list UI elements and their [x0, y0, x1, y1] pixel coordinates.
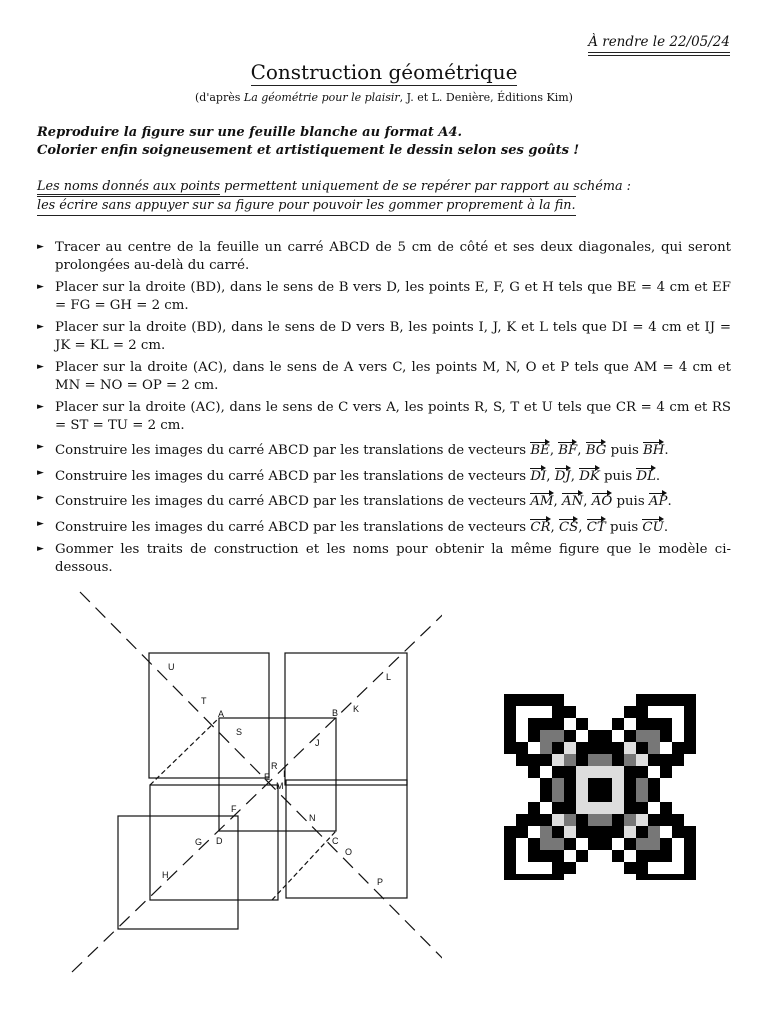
- pattern-cell: [624, 730, 636, 742]
- pattern-cell: [612, 742, 624, 754]
- pattern-cell: [552, 730, 564, 742]
- construction-line: [150, 718, 219, 785]
- pattern-cell: [624, 814, 636, 826]
- pattern-cell: [588, 766, 600, 778]
- point-label: G: [195, 837, 203, 847]
- pattern-cell: [636, 814, 648, 826]
- point-label: E: [264, 772, 271, 782]
- pattern-cell: [540, 778, 552, 790]
- pattern-cell: [660, 754, 672, 766]
- source-citation: (d'après La géométrie pour le plaisir, J. et L. Denière, Éditions Kim): [195, 91, 573, 104]
- pattern-cell: [576, 742, 588, 754]
- pattern-cell: [588, 838, 600, 850]
- pattern-cell: [636, 742, 648, 754]
- instructions: [37, 124, 579, 160]
- pattern-cell: [612, 754, 624, 766]
- pattern-cell: [648, 790, 660, 802]
- pattern-cell: [576, 766, 588, 778]
- step-6: ► Construire les images du carré ABCD par les translations de vecteurs BE, BF, BG puis BH.: [37, 439, 731, 460]
- pattern-cell: [660, 850, 672, 862]
- pattern-cell: [636, 874, 648, 880]
- pattern-cell: [684, 718, 696, 730]
- pattern-cell: [612, 718, 624, 730]
- pattern-cell: [516, 742, 528, 754]
- pattern-cell: [684, 826, 696, 838]
- pattern-cell: [528, 730, 540, 742]
- pattern-cell: [636, 790, 648, 802]
- pattern-cell: [672, 826, 684, 838]
- page-title: Construction géométrique: [250, 60, 518, 84]
- pattern-cell: [612, 778, 624, 790]
- pattern-cell: [672, 694, 684, 706]
- pattern-cell: [660, 730, 672, 742]
- pattern-cell: [684, 838, 696, 850]
- pattern-cell: [504, 850, 516, 862]
- pattern-cell: [636, 754, 648, 766]
- pattern-cell: [552, 826, 564, 838]
- pattern-cell: [660, 766, 672, 778]
- instruction-line-1: Reproduire la figure sur une feuille blanche au format A4.: [37, 125, 463, 140]
- step-1: ► Tracer au centre de la feuille un carré ABCD de 5 cm de côté et ses deux diagonales, qui seront prolongées au-delà du carré.: [37, 240, 731, 273]
- pattern-cell: [648, 874, 660, 880]
- point-label: T: [201, 696, 207, 706]
- pattern-cell: [624, 838, 636, 850]
- pattern-cell: [660, 718, 672, 730]
- pattern-cell: [684, 730, 696, 742]
- pattern-cell: [552, 694, 564, 706]
- point-label: A: [218, 709, 225, 719]
- pattern-cell: [588, 754, 600, 766]
- pattern-cell: [636, 706, 648, 718]
- pattern-cell: [684, 862, 696, 874]
- pattern-cell: [624, 766, 636, 778]
- pattern-cell: [612, 826, 624, 838]
- pattern-cell: [588, 790, 600, 802]
- pattern-cell: [648, 742, 660, 754]
- pattern-cell: [648, 778, 660, 790]
- pattern-cell: [504, 706, 516, 718]
- pattern-cell: [648, 694, 660, 706]
- pattern-cell: [672, 814, 684, 826]
- note-line-2: les écrire sans appuyer sur sa figure pour pouvoir les gommer proprement à la fin.: [37, 196, 576, 216]
- pattern-cell: [564, 802, 576, 814]
- pattern-cell: [516, 754, 528, 766]
- point-label: H: [162, 870, 169, 880]
- pattern-cell: [552, 874, 564, 880]
- pattern-cell: [552, 706, 564, 718]
- pattern-cell: [528, 754, 540, 766]
- pattern-cell: [564, 754, 576, 766]
- pattern-cell: [564, 730, 576, 742]
- due-date: À rendre le 22/05/24: [588, 34, 730, 53]
- pattern-cell: [540, 730, 552, 742]
- point-label: P: [377, 877, 384, 887]
- pattern-cell: [648, 718, 660, 730]
- pattern-cell: [660, 874, 672, 880]
- pattern-cell: [552, 766, 564, 778]
- pattern-cell: [648, 814, 660, 826]
- point-label: F: [231, 804, 237, 814]
- pattern-cell: [600, 766, 612, 778]
- construction-line: [272, 831, 336, 900]
- pattern-cell: [684, 706, 696, 718]
- pattern-cell: [600, 838, 612, 850]
- pattern-cell: [564, 742, 576, 754]
- pattern-cell: [576, 802, 588, 814]
- pattern-cell: [528, 694, 540, 706]
- pattern-cell: [648, 826, 660, 838]
- pattern-cell: [504, 718, 516, 730]
- pattern-cell: [588, 802, 600, 814]
- pattern-cell: [552, 802, 564, 814]
- pattern-cell: [660, 802, 672, 814]
- pattern-cell: [684, 694, 696, 706]
- pattern-cell: [636, 862, 648, 874]
- pattern-cell: [552, 790, 564, 802]
- pattern-cell: [660, 838, 672, 850]
- pattern-cell: [576, 850, 588, 862]
- pattern-cell: [636, 802, 648, 814]
- pattern-cell: [624, 742, 636, 754]
- pattern-cell: [528, 718, 540, 730]
- pattern-cell: [636, 766, 648, 778]
- point-label: I: [283, 769, 286, 779]
- pattern-cell: [504, 862, 516, 874]
- pattern-cell: [576, 826, 588, 838]
- pattern-cell: [600, 742, 612, 754]
- pattern-cell: [540, 694, 552, 706]
- step-5: ► Placer sur la droite (AC), dans le sens de C vers A, les points R, S, T et U tels que CR = 4 cm et RS = ST = TU = 2 cm.: [37, 400, 731, 433]
- pattern-cell: [576, 790, 588, 802]
- pattern-cell: [552, 778, 564, 790]
- pattern-cell: [636, 718, 648, 730]
- pattern-cell: [552, 814, 564, 826]
- construction-figure: [62, 588, 442, 978]
- pattern-cell: [552, 718, 564, 730]
- pattern-cell: [540, 718, 552, 730]
- pattern-cell: [504, 694, 516, 706]
- pattern-cell: [636, 850, 648, 862]
- pattern-cell: [648, 838, 660, 850]
- pattern-cell: [624, 706, 636, 718]
- pattern-cell: [588, 742, 600, 754]
- pattern-cell: [588, 730, 600, 742]
- pattern-cell: [624, 862, 636, 874]
- pattern-cell: [624, 802, 636, 814]
- pattern-cell: [516, 826, 528, 838]
- pattern-cell: [576, 718, 588, 730]
- pattern-cell: [528, 874, 540, 880]
- point-label: D: [216, 836, 223, 846]
- pattern-cell: [672, 754, 684, 766]
- pattern-cell: [624, 754, 636, 766]
- pattern-cell: [552, 742, 564, 754]
- pattern-cell: [528, 850, 540, 862]
- pattern-cell: [636, 730, 648, 742]
- pattern-cell: [672, 742, 684, 754]
- step-2: ► Placer sur la droite (BD), dans le sens de B vers D, les points E, F, G et H tels que BE = 4 cm et EF = FG = GH = 2 cm.: [37, 280, 731, 313]
- pattern-cell: [612, 790, 624, 802]
- point-label: C: [332, 836, 339, 846]
- pattern-cell: [528, 802, 540, 814]
- pattern-cell: [648, 730, 660, 742]
- pattern-cell: [564, 862, 576, 874]
- pattern-cell: [552, 754, 564, 766]
- pattern-cell: [636, 826, 648, 838]
- pattern-cell: [540, 850, 552, 862]
- pattern-cell: [504, 826, 516, 838]
- pattern-cell: [612, 766, 624, 778]
- pattern-cell: [528, 838, 540, 850]
- pattern-cell: [576, 814, 588, 826]
- pattern-cell: [564, 790, 576, 802]
- pattern-cell: [564, 706, 576, 718]
- point-label: M: [276, 781, 284, 791]
- steps-list: [37, 239, 731, 581]
- square-top-left: [149, 653, 269, 778]
- pattern-cell: [540, 814, 552, 826]
- pattern-cell: [564, 838, 576, 850]
- pattern-cell: [540, 742, 552, 754]
- step-4: ► Placer sur la droite (AC), dans le sens de A vers C, les points M, N, O et P tels que AM = 4 cm et MN = NO = OP = 2 cm.: [37, 360, 731, 393]
- point-label: L: [386, 672, 392, 682]
- pattern-cell: [684, 874, 696, 880]
- pattern-cell: [612, 814, 624, 826]
- pattern-cell: [672, 874, 684, 880]
- pattern-cell: [624, 790, 636, 802]
- pattern-cell: [624, 778, 636, 790]
- pattern-cell: [564, 826, 576, 838]
- pattern-cell: [600, 814, 612, 826]
- pattern-cell: [528, 766, 540, 778]
- pattern-cell: [516, 814, 528, 826]
- point-label: B: [332, 708, 339, 718]
- pattern-cell: [576, 754, 588, 766]
- pattern-cell: [600, 802, 612, 814]
- pattern-cell: [504, 874, 516, 880]
- pattern-cell: [564, 814, 576, 826]
- point-label: U: [168, 662, 175, 672]
- step-7: ► Construire les images du carré ABCD par les translations de vecteurs DI, DJ, DK puis DL.: [37, 465, 731, 486]
- step-10: ► Gommer les traits de construction et les noms pour obtenir la même figure que le modèle ci-dessous.: [37, 542, 731, 575]
- pattern-cell: [588, 814, 600, 826]
- point-label: J: [315, 738, 320, 748]
- pattern-cell: [540, 874, 552, 880]
- pattern-cell: [504, 838, 516, 850]
- point-label: O: [345, 847, 353, 857]
- pattern-cell: [552, 850, 564, 862]
- pattern-cell: [684, 742, 696, 754]
- pattern-cell: [564, 766, 576, 778]
- pattern-cell: [624, 826, 636, 838]
- pattern-cell: [660, 814, 672, 826]
- note-line-1: Les noms donnés aux points permettent uniquement de se repérer par rapport au schéma :: [37, 179, 631, 194]
- pattern-cell: [588, 778, 600, 790]
- pattern-cell: [504, 742, 516, 754]
- pattern-cell: [528, 814, 540, 826]
- point-label: K: [353, 704, 360, 714]
- point-label: N: [309, 813, 316, 823]
- point-labels: [162, 662, 391, 887]
- pattern-cell: [600, 730, 612, 742]
- square-bottom-left: [118, 816, 238, 929]
- pattern-cell: [564, 778, 576, 790]
- pattern-cell: [612, 802, 624, 814]
- pattern-cell: [600, 754, 612, 766]
- pattern-cell: [504, 730, 516, 742]
- pattern-cell: [600, 790, 612, 802]
- pattern-cell: [552, 838, 564, 850]
- pattern-cell: [648, 850, 660, 862]
- pattern-cell: [600, 778, 612, 790]
- pattern-cell: [636, 838, 648, 850]
- model-pattern: [500, 690, 700, 880]
- pattern-cell: [648, 754, 660, 766]
- note: [37, 178, 631, 216]
- pattern-cell: [540, 754, 552, 766]
- pattern-cell: [660, 694, 672, 706]
- point-label: R: [271, 761, 278, 771]
- pattern-cell: [540, 826, 552, 838]
- pattern-cell: [600, 826, 612, 838]
- point-label: S: [236, 727, 243, 737]
- pattern-cell: [516, 874, 528, 880]
- pattern-cell: [636, 694, 648, 706]
- pattern-cell: [588, 826, 600, 838]
- pattern-cell: [576, 778, 588, 790]
- pattern-cell: [636, 778, 648, 790]
- instruction-line-2: Colorier enfin soigneusement et artistiquement le dessin selon ses goûts !: [37, 143, 580, 158]
- square-mid-left: [150, 785, 278, 900]
- step-8: ► Construire les images du carré ABCD par les translations de vecteurs AM, AN, AO puis AP.: [37, 490, 731, 511]
- pattern-cell: [552, 862, 564, 874]
- pattern-cell: [684, 850, 696, 862]
- pattern-cell: [612, 850, 624, 862]
- square-mid-right: [286, 780, 407, 898]
- step-3: ► Placer sur la droite (BD), dans le sens de D vers B, les points I, J, K et L tels que DI = 4 cm et IJ = JK = KL = 2 cm.: [37, 320, 731, 353]
- pattern-cell: [540, 838, 552, 850]
- pattern-cell: [540, 790, 552, 802]
- pattern-cell: [516, 694, 528, 706]
- step-9: ► Construire les images du carré ABCD par les translations de vecteurs CR, CS, CT puis CU.: [37, 516, 731, 537]
